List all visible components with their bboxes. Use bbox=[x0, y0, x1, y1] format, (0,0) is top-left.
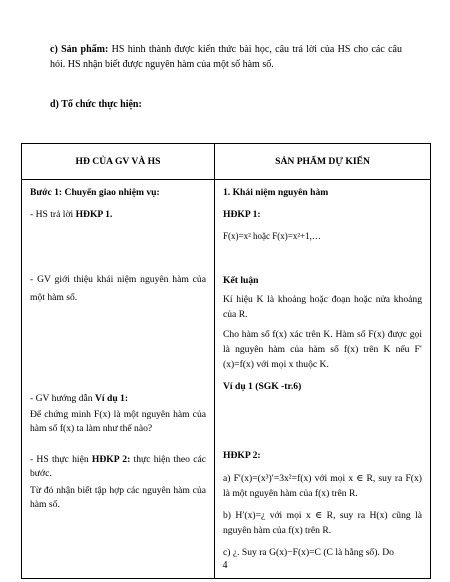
table-header-row bbox=[22, 144, 431, 180]
san-pham-paragraph bbox=[50, 42, 402, 72]
activity-table bbox=[21, 143, 431, 579]
vi-du-1: Ví dụ 1 (SGK -tr.6) bbox=[223, 381, 302, 392]
gv-huong-dan-text: - GV hướng dẫn bbox=[30, 393, 95, 404]
definition-text: Cho hàm số f(x) xác trên K. Hàm số F(x) được gọi là nguyên hàm của hàm số f(x) trên K nếu F′(x)=f(x) với mọi x thuộc K. bbox=[223, 329, 422, 370]
header-right: SẢN PHẨM DỰ KIẾN bbox=[215, 144, 431, 180]
hdkp2-item-c: c) ¿. Suy ra G(x)−F(x)=C (C là hằng số). Do bbox=[223, 547, 394, 558]
tu-do: Từ đó nhận biết tập hợp các nguyên hàm của hàm số. bbox=[30, 485, 206, 510]
hs-thuc-hien bbox=[30, 453, 206, 481]
buoc1-heading: Bước 1: Chuyển giao nhiệm vụ: bbox=[30, 187, 160, 198]
san-pham-text: HS hình thành được kiến thức bài học, câu trả lời của HS cho các câu hỏi. HS nhận biết được nguyên hàm của một số hàm số. bbox=[50, 44, 402, 70]
left-column-cell bbox=[22, 180, 215, 579]
section-title: 1. Khái niệm nguyên hàm bbox=[223, 187, 329, 198]
hs-thuc-hien-post: thực hiện theo các bước. bbox=[30, 454, 206, 479]
hdkp2-item-a: a) F′(x)=(x³)′=3x²=f(x) với mọi x ∈ R, suy ra F(x) là một nguyên hàm của f(x) trên R. bbox=[223, 473, 422, 499]
san-pham-label: c) Sản phẩm: bbox=[50, 44, 109, 55]
table-row bbox=[22, 180, 431, 579]
ket-luan-heading: Kết luận bbox=[223, 275, 259, 286]
hs-tra-loi bbox=[30, 208, 206, 221]
gv-gioi-thieu: - GV giới thiệu khái niệm nguyên hàm của một hàm số. bbox=[30, 274, 206, 303]
right-column-cell bbox=[215, 180, 431, 579]
gv-huong-dan bbox=[30, 392, 206, 405]
hdkp2-label: HĐKP 2: bbox=[223, 450, 261, 461]
header-left: HĐ CỦA GV VÀ HS bbox=[22, 144, 215, 180]
hdkp1-formula: F(x)=x² hoặc F(x)=x²+1,… bbox=[223, 231, 321, 241]
hdkp1-label: HĐKP 1: bbox=[223, 209, 261, 220]
hs-tra-loi-text: - HS trả lời bbox=[30, 209, 76, 220]
hs-thuc-hien-bold: HĐKP 2: bbox=[91, 454, 131, 465]
hs-thuc-hien-text: - HS thực hiện bbox=[30, 454, 92, 465]
to-chuc-heading: d) Tổ chức thực hiện: bbox=[50, 99, 142, 110]
ki-hieu-text: Kí hiệu K là khoảng hoặc đoạn hoặc nửa khoảng của R. bbox=[223, 294, 422, 320]
de-chung-minh: Để chứng minh F(x) là một nguyên hàm của hàm số f(x) ta làm như thế nào? bbox=[30, 409, 206, 434]
gv-huong-dan-bold: Ví dụ 1: bbox=[95, 393, 129, 404]
hs-tra-loi-bold: HĐKP 1. bbox=[75, 209, 113, 220]
page-number: 4 bbox=[222, 560, 228, 571]
hdkp2-item-b: b) H′(x)=¿ với mọi x ∈ R, suy ra H(x) cũng là nguyên hàm của f(x) trên R. bbox=[223, 510, 422, 536]
